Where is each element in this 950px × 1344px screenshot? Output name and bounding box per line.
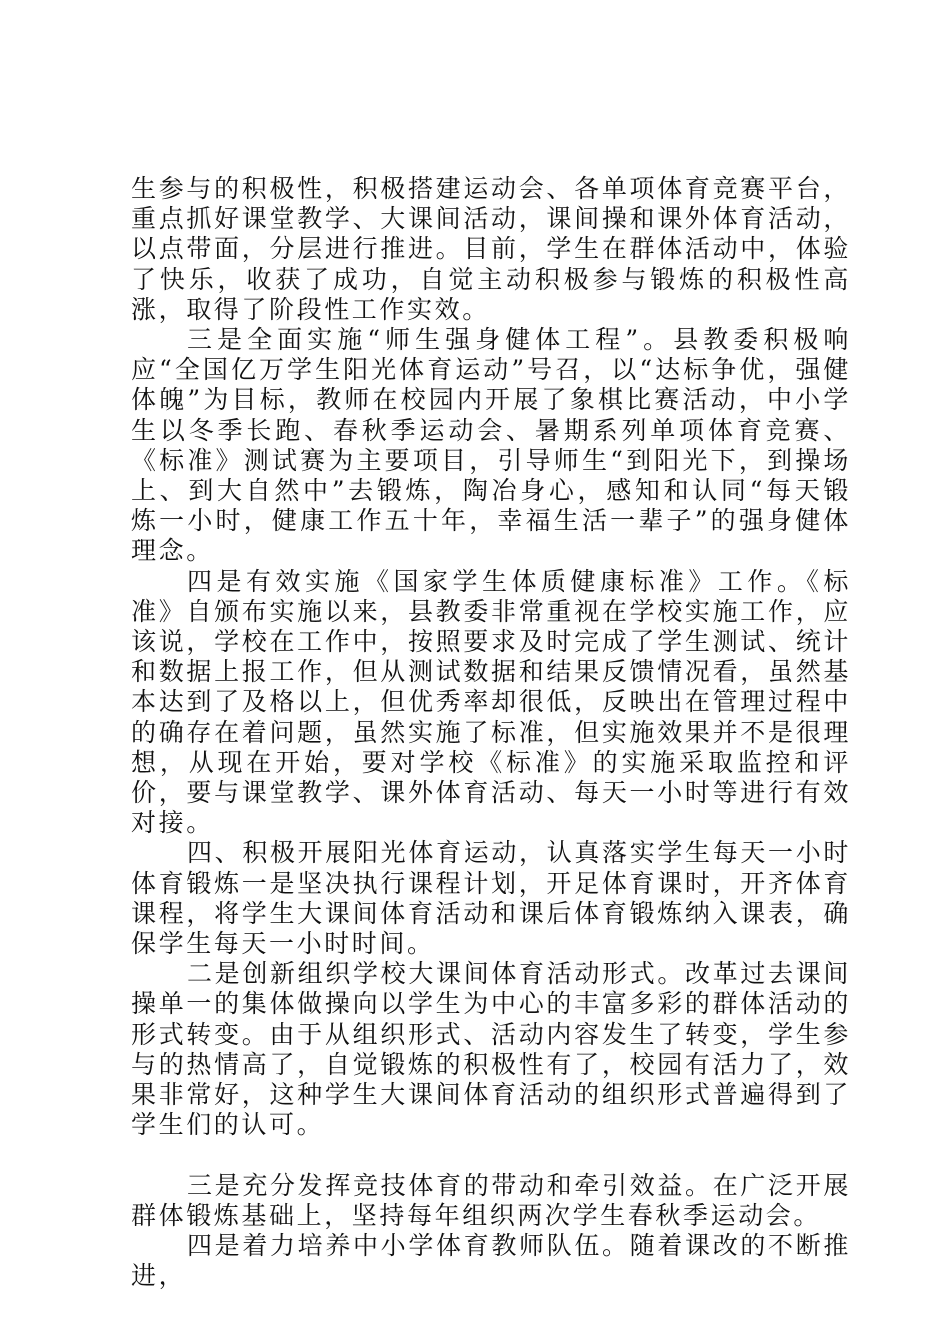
paragraph-4: 四、积极开展阳光体育运动，认真落实学生每天一小时体育锻炼一是坚决执行课程计划，开足体育课时，开齐体育课程，将学生大课间体育活动和课后体育锻炼纳入课表，确保学生每天一小时时间。 bbox=[131, 838, 851, 959]
paragraph-7: 四是着力培养中小学体育教师队伍。随着课改的不断推进， bbox=[131, 1230, 851, 1291]
paragraph-3: 四是有效实施《国家学生体质健康标准》工作。《标准》自颁布实施以来，县教委非常重视在学校实施工作，应该说，学校在工作中，按照要求及时完成了学生测试、统计和数据上报工作，但从测试数据和结果反馈情况看，虽然基本达到了及格以上，但优秀率却很低，反映出在管理过程中的确存在着问题，虽然实施了标准，但实施效果并不是很理想，从现在开始，要对学校《标准》的实施采取监控和评价，要与课堂教学、课外体育活动、每天一小时等进行有效对接。 bbox=[131, 566, 851, 838]
paragraph-6: 三是充分发挥竞技体育的带动和牵引效益。在广泛开展群体锻炼基础上，坚持每年组织两次学生春秋季运动会。 bbox=[131, 1170, 851, 1230]
document-body bbox=[131, 174, 851, 1291]
paragraph-2: 三是全面实施“师生强身健体工程”。县教委积极响应“全国亿万学生阳光体育运动”号召，以“达标争优，强健体魄”为目标，教师在校园内开展了象棋比赛活动，中小学生以冬季长跑、春秋季运动会、暑期系列单项体育竞赛、《标准》测试赛为主要项目，引导师生“到阳光下，到操场上、到大自然中”去锻炼，陶冶身心，感知和认同“每天锻炼一小时，健康工作五十年，幸福生活一辈子”的强身健体理念。 bbox=[131, 325, 851, 566]
paragraph-5: 二是创新组织学校大课间体育活动形式。改革过去课间操单一的集体做操向以学生为中心的丰富多彩的群体活动的形式转变。由于从组织形式、活动内容发生了转变，学生参与的热情高了，自觉锻炼的积极性有了，校园有活力了，效果非常好，这种学生大课间体育活动的组织形式普遍得到了学生们的认可。 bbox=[131, 959, 851, 1140]
paragraph-1: 生参与的积极性，积极搭建运动会、各单项体育竞赛平台，重点抓好课堂教学、大课间活动，课间操和课外体育活动，以点带面，分层进行推进。目前，学生在群体活动中，体验了快乐，收获了成功，自觉主动积极参与锻炼的积极性高涨，取得了阶段性工作实效。 bbox=[131, 174, 851, 324]
